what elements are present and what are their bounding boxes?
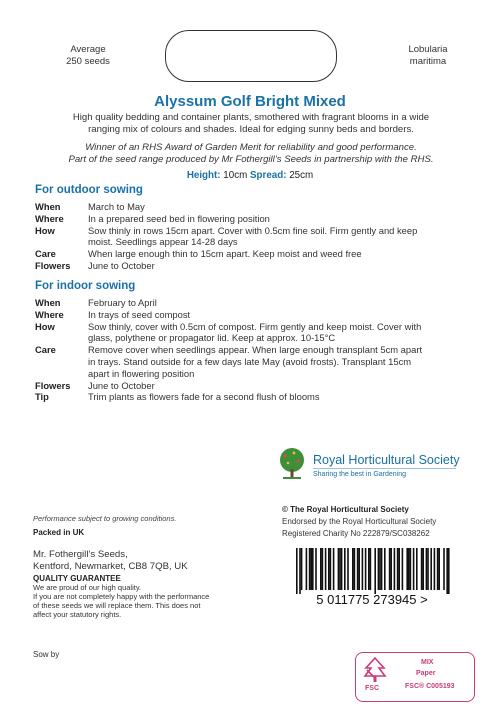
instruction-row (35, 297, 460, 309)
instruction-label: Where (35, 308, 64, 320)
barcode-bar (296, 548, 298, 594)
instruction-line: glass, polythene or propagator lid. Keep at approx. 10-15°C (88, 332, 336, 344)
barcode-bars (296, 548, 450, 594)
instruction-row (35, 380, 460, 392)
address-line-1: Mr. Fothergill’s Seeds, (33, 549, 128, 560)
barcode-bar (448, 548, 450, 594)
barcode-bar (358, 548, 360, 590)
barcode-bar (416, 548, 418, 590)
instruction-line: In trays of seed compost (88, 308, 191, 320)
barcode-bar (354, 548, 356, 590)
barcode-bar (422, 548, 424, 590)
instruction-value (88, 225, 460, 249)
guarantee-line-3: of these seeds we will replace them. This does not (33, 601, 201, 610)
address (33, 549, 188, 573)
barcode-bar (379, 548, 381, 590)
product-description (20, 112, 482, 137)
instruction-line: Trim plants as flowers fade for a second flush of blooms (88, 391, 320, 403)
instruction-line: Remove cover when seedlings appear. When large enough transplant 5cm apart (88, 344, 423, 356)
instruction-row (35, 321, 460, 345)
instruction-row (35, 213, 460, 225)
instruction-label: When (35, 297, 61, 308)
barcode-bar (301, 548, 303, 590)
latin-name-line-2: maritima (409, 56, 447, 67)
barcode-bar (370, 548, 372, 590)
barcode-bar (362, 548, 364, 590)
rhs-tree-icon (277, 447, 307, 481)
instruction-label: Where (35, 212, 64, 224)
award-line-2: Part of the seed range produced by Mr Fothergill’s Seeds in partnership with the RHS. (68, 154, 434, 166)
instruction-value (88, 260, 460, 272)
barcode-bar (398, 548, 400, 590)
rhs-name: Royal Horticultural Society (313, 453, 460, 467)
fsc-code: FSC® C005193 (405, 683, 455, 690)
barcode-bar (330, 548, 332, 590)
outdoor-heading: For outdoor sowing (35, 184, 143, 196)
instruction-line: In a prepared seed bed in flowering position (88, 212, 270, 224)
instruction-label: When (35, 201, 61, 212)
instruction-row (35, 248, 460, 260)
average-label: Average (70, 44, 106, 55)
instruction-value (88, 380, 460, 392)
barcode-bar (338, 548, 340, 590)
fsc-paper: Paper (416, 670, 436, 677)
barcode-bar (322, 548, 324, 590)
description-line-1: High quality bedding and container plants, smothered with fragrant blooms in a wide (72, 112, 430, 123)
instruction-line: June to October (88, 259, 155, 271)
rhs-charity-number: Registered Charity No 222879/SC038262 (282, 529, 430, 538)
barcode-bar (413, 548, 415, 590)
barcode-bar (365, 548, 367, 590)
guarantee-line-2: If you are not completely happy with the performance (33, 592, 210, 601)
instruction-value (88, 321, 460, 345)
instruction-value (88, 309, 460, 321)
instruction-line: apart in flowering position (88, 367, 195, 379)
guarantee-title: QUALITY GUARANTEE (33, 574, 121, 583)
rhs-copyright: © The Royal Horticultural Society (282, 505, 409, 514)
instruction-row (35, 309, 460, 321)
sow-by-label: Sow by (33, 650, 60, 659)
instruction-label: How (35, 224, 55, 236)
instruction-value (88, 213, 460, 225)
fsc-tree-icon (362, 656, 388, 684)
packed-in: Packed in UK (33, 528, 85, 537)
barcode-bar (421, 548, 423, 590)
barcode-bar (402, 548, 404, 590)
seed-count-block (38, 44, 138, 68)
barcode-bar (344, 548, 346, 590)
barcode-bar (397, 548, 399, 590)
instruction-label: Care (35, 248, 56, 260)
barcode-bar (406, 548, 408, 590)
instruction-value (88, 248, 460, 260)
fsc-label: FSC (365, 685, 379, 692)
instruction-row (35, 201, 460, 213)
barcode-bar (381, 548, 383, 590)
fsc-mix: MIX (421, 659, 434, 666)
barcode-bar (312, 548, 314, 590)
instruction-line: June to October (88, 379, 155, 391)
description-line-2: ranging mix of colours and shades. Ideal for edging sunny beds and borders. (88, 124, 414, 136)
instruction-line: Sow thinly, cover with 0.5cm of compost. Firm gently and keep moist. Cover with (88, 320, 422, 332)
instruction-row (35, 391, 460, 403)
barcode-bar (427, 548, 429, 590)
barcode (282, 546, 462, 606)
barcode-bar (341, 548, 343, 590)
rhs-divider (313, 468, 456, 469)
instruction-value (88, 391, 460, 403)
barcode-bar (426, 548, 428, 590)
instruction-line: February to April (88, 297, 157, 308)
instruction-row (35, 225, 460, 249)
guarantee-line-1: We are proud of our high quality. (33, 583, 142, 592)
barcode-bar (394, 548, 396, 590)
spread-value: 25cm (289, 170, 314, 181)
outdoor-table (35, 201, 460, 272)
barcode-bar (446, 548, 448, 594)
address-line-2: Kentford, Newmarket, CB8 7QB, UK (33, 561, 188, 572)
barcode-bar (443, 548, 445, 590)
instruction-value (88, 344, 460, 379)
barcode-bar (434, 548, 436, 590)
instruction-label: Care (35, 344, 56, 356)
barcode-bar (352, 548, 354, 590)
latin-name-block (378, 44, 478, 68)
barcode-bar (368, 548, 370, 590)
height-spread (0, 170, 500, 181)
barcode-bar (437, 548, 439, 590)
instruction-value (88, 201, 460, 213)
barcode-bar (325, 548, 327, 590)
barcode-bar (299, 548, 301, 594)
instruction-line: moist. Seedlings appear 14-28 days (88, 236, 238, 248)
barcode-digits: 5 011775 273945 > (316, 592, 428, 606)
barcode-bar (328, 548, 330, 590)
barcode-bar (315, 548, 317, 590)
instruction-line: in trays. Stand outside for a few days late May (avoid frosts). Transplant 15cm (88, 355, 412, 367)
barcode-bar (310, 548, 312, 590)
instruction-label: Flowers (35, 379, 71, 391)
instruction-label: How (35, 320, 55, 332)
barcode-bar (378, 548, 380, 590)
instruction-line: When large enough thin to 15cm apart. Keep moist and weed free (88, 248, 362, 260)
indoor-heading: For indoor sowing (35, 280, 136, 292)
instruction-row (35, 260, 460, 272)
instruction-row (35, 344, 460, 379)
barcode-bar (389, 548, 391, 590)
barcode-bar (410, 548, 412, 590)
spread-label: Spread: (250, 170, 287, 181)
instruction-line: Sow thinly in rows 15cm apart. Cover with 0.5cm fine soil. Firm gently and keep (88, 224, 418, 236)
barcode-bar (390, 548, 392, 590)
barcode-bar (339, 548, 341, 590)
instruction-value (88, 297, 460, 309)
barcode-bar (384, 548, 386, 590)
barcode-bar (347, 548, 349, 590)
seed-count: 250 seeds (66, 56, 110, 67)
product-title: Alyssum Golf Bright Mixed (154, 93, 346, 110)
instruction-line: March to May (88, 201, 145, 212)
barcode-bar (309, 548, 311, 590)
barcode-bar (374, 548, 376, 594)
guarantee-text (33, 583, 233, 619)
barcode-bar (438, 548, 440, 590)
barcode-bar (357, 548, 359, 590)
barcode-bar (333, 548, 335, 590)
latin-name-line-1: Lobularia (408, 44, 448, 55)
award-line-1: Winner of an RHS Award of Garden Merit for reliability and good performance. (85, 142, 417, 153)
height-value: 10cm (223, 170, 248, 181)
guarantee-line-4: affect your statutory rights. (33, 610, 122, 619)
award-text (20, 142, 482, 167)
instruction-label: Tip (35, 391, 49, 403)
rhs-tagline: Sharing the best in Gardening (313, 471, 407, 478)
indoor-table (35, 297, 460, 403)
performance-note: Performance subject to growing conditions. (33, 514, 177, 523)
barcode-bar (408, 548, 410, 590)
barcode-bar (430, 548, 432, 590)
barcode-bar (320, 548, 322, 590)
rhs-endorsed: Endorsed by the Royal Horticultural Society (282, 517, 437, 526)
height-label: Height: (186, 170, 221, 181)
instruction-label: Flowers (35, 259, 71, 271)
packet-window (165, 30, 337, 82)
barcode-bar (306, 548, 308, 590)
